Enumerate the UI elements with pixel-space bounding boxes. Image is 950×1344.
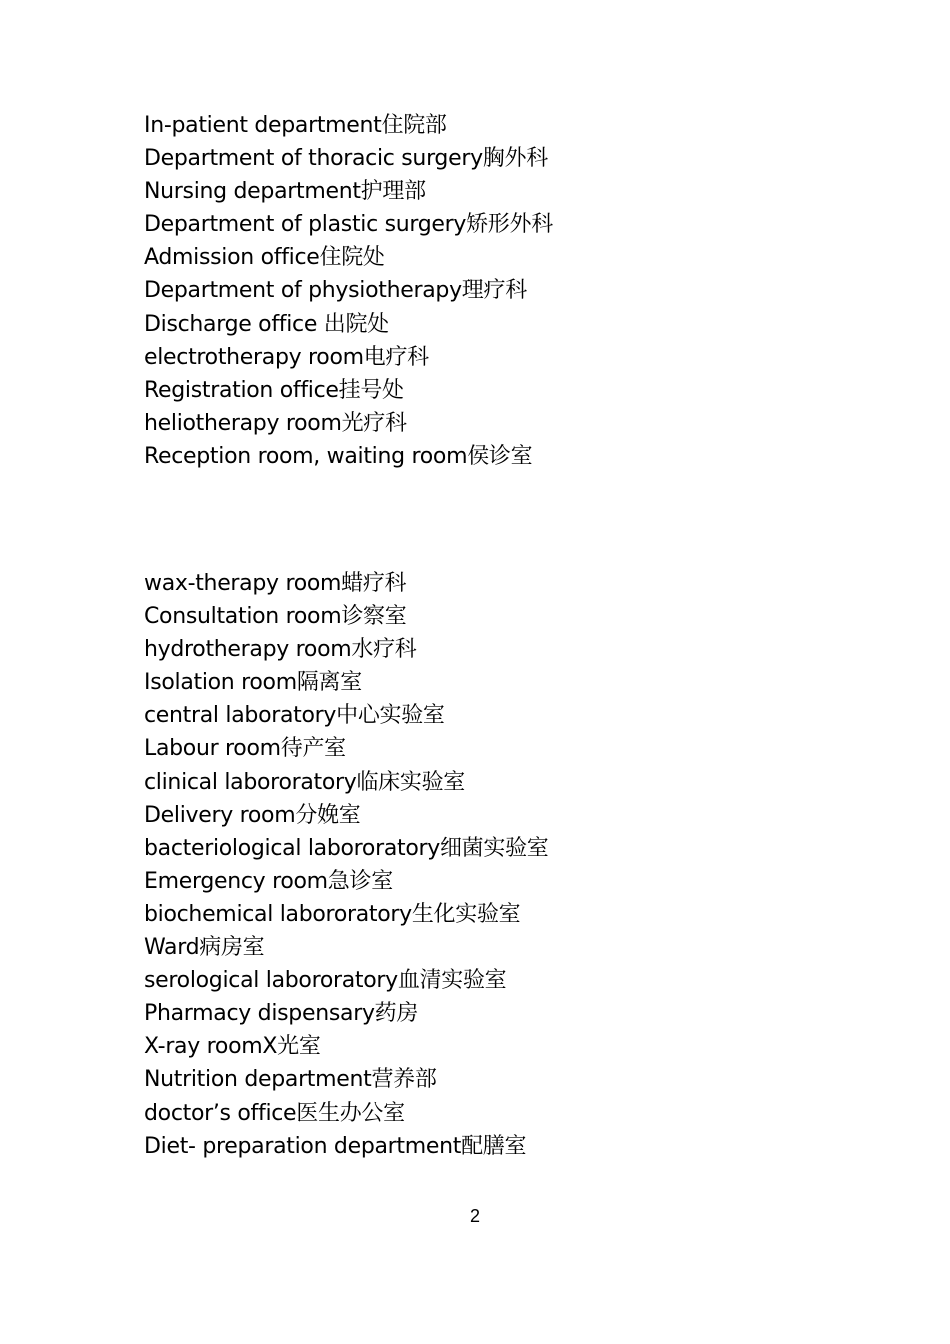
vocabulary-list-section-1 — [144, 109, 553, 473]
vocabulary-line: Labour room待产室 — [144, 736, 346, 762]
vocabulary-line: X-ray roomX光室 — [144, 1034, 321, 1060]
vocabulary-line: In-patient department住院部 — [144, 113, 447, 138]
vocabulary-line: Delivery room分娩室 — [144, 802, 361, 828]
vocabulary-line: Discharge office 出院处 — [144, 311, 389, 337]
vocabulary-line: Reception room, waiting room侯诊室 — [144, 443, 533, 469]
vocabulary-line: Consultation room诊察室 — [144, 604, 407, 630]
vocabulary-line: serological labororatory血清实验室 — [144, 968, 507, 994]
vocabulary-line: Pharmacy dispensary药房 — [144, 1001, 419, 1027]
vocabulary-line: heliotherapy room光疗科 — [144, 410, 407, 436]
vocabulary-line: Admission office住院处 — [144, 245, 385, 271]
vocabulary-line: Department of physiotherapy理疗科 — [144, 278, 527, 304]
vocabulary-line: Diet- preparation department配膳室 — [144, 1133, 527, 1159]
vocabulary-list-section-2 — [144, 567, 548, 1163]
vocabulary-line: Nutrition department营养部 — [144, 1067, 437, 1093]
vocabulary-line: clinical labororatory临床实验室 — [144, 769, 465, 795]
vocabulary-line: Emergency room急诊室 — [144, 868, 393, 894]
vocabulary-line: Ward病房室 — [144, 935, 265, 961]
vocabulary-line: doctor’s office医生办公室 — [144, 1100, 405, 1126]
vocabulary-line: Registration office挂号处 — [144, 377, 404, 403]
vocabulary-line: Isolation room隔离室 — [144, 670, 362, 696]
vocabulary-line: Nursing department护理部 — [144, 179, 426, 205]
vocabulary-line: Department of thoracic surgery胸外科 — [144, 146, 548, 172]
vocabulary-line: wax-therapy room蜡疗科 — [144, 571, 407, 596]
vocabulary-line: electrotherapy room电疗科 — [144, 344, 429, 370]
vocabulary-line: hydrotherapy room水疗科 — [144, 637, 417, 663]
vocabulary-line: bacteriological labororatory细菌实验室 — [144, 835, 549, 861]
vocabulary-line: biochemical labororatory生化实验室 — [144, 901, 521, 927]
vocabulary-line: Department of plastic surgery矫形外科 — [144, 212, 553, 238]
page-number: 2 — [469, 1206, 480, 1226]
vocabulary-line: central laboratory中心实验室 — [144, 703, 445, 729]
